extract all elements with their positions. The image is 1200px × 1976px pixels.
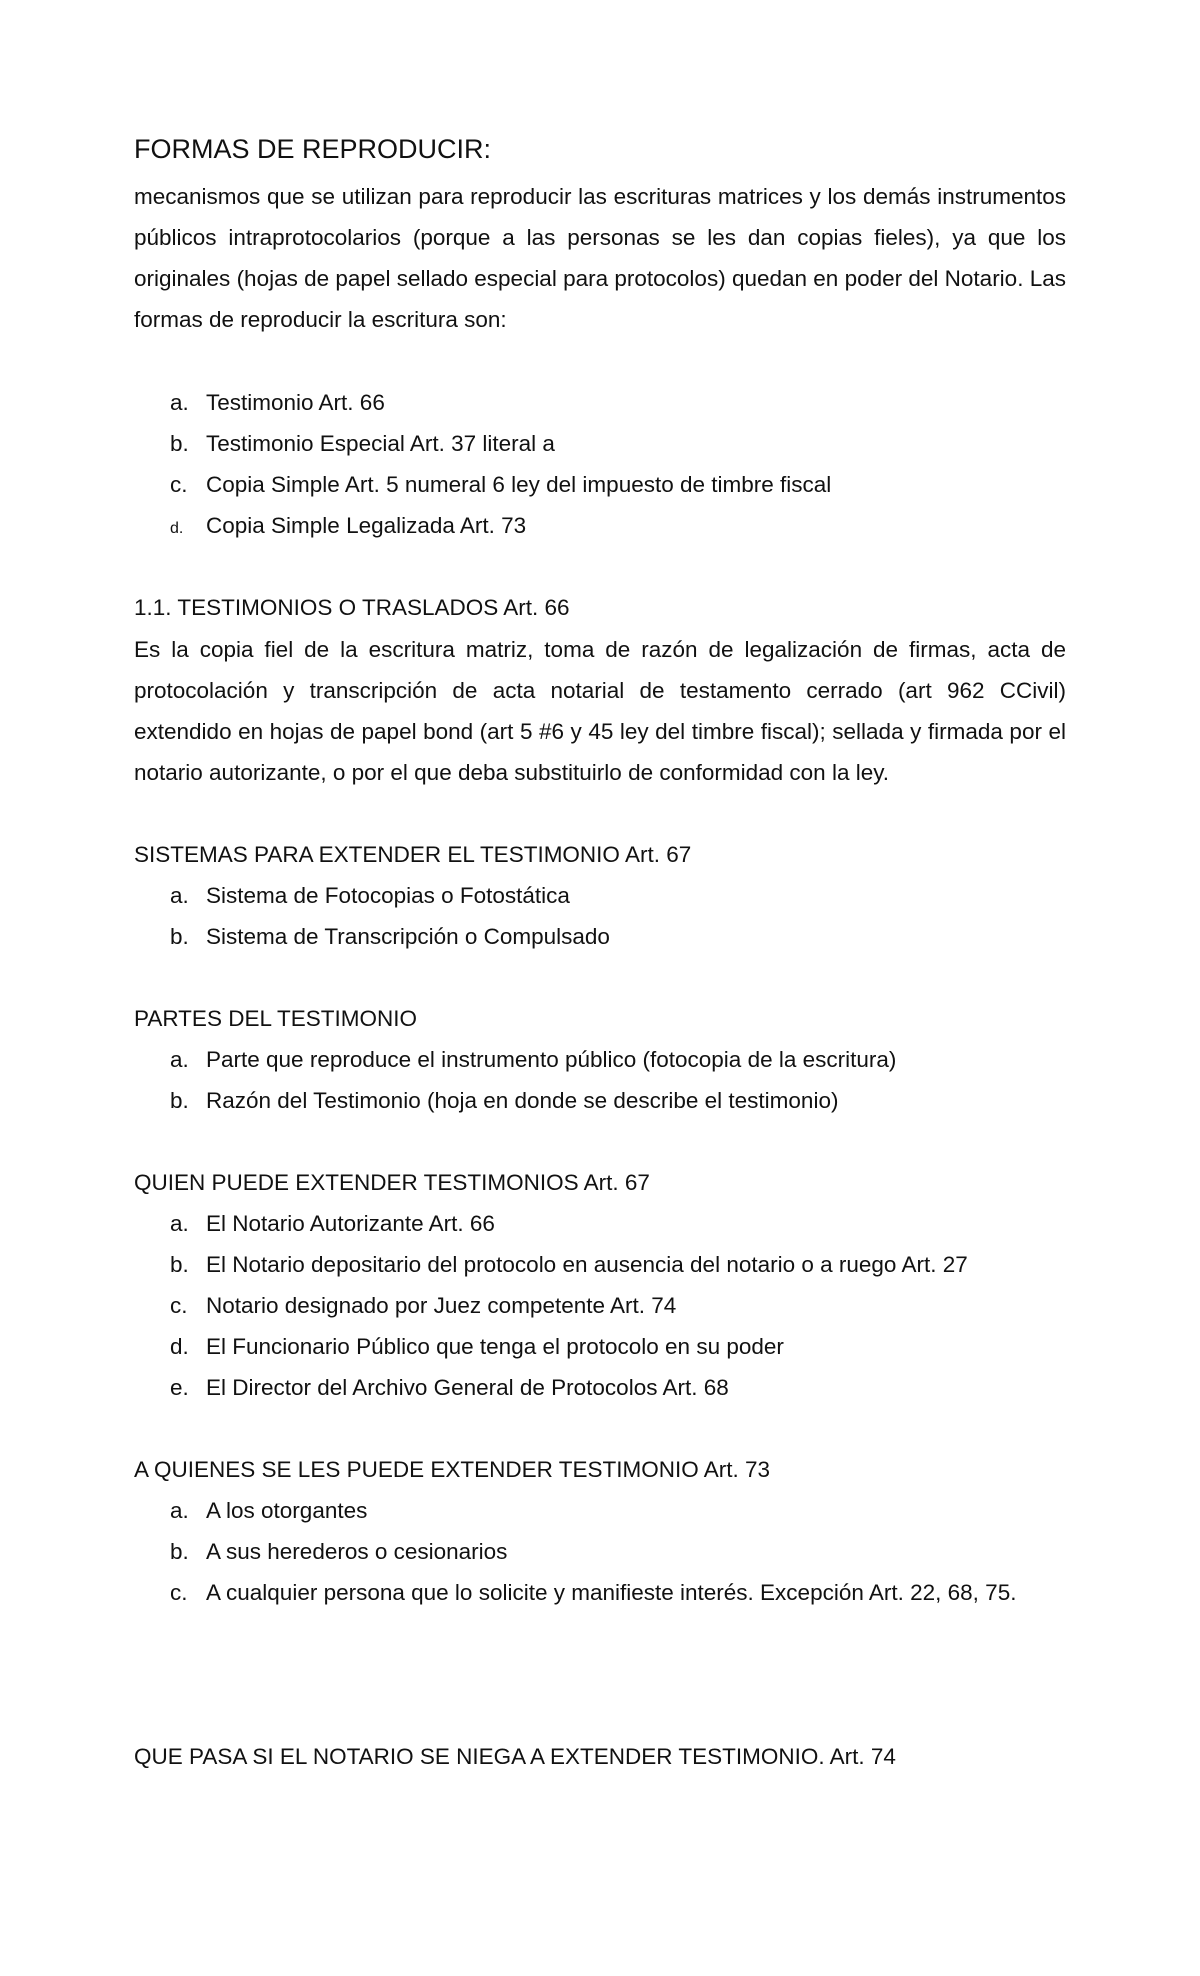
list-item-text: A sus herederos o cesionarios (206, 1539, 508, 1564)
list-marker: a. (170, 883, 189, 908)
list-marker: a. (170, 1047, 189, 1072)
intro-paragraph: mecanismos que se utilizan para reproducir las escrituras matrices y los demás instrumentos públicos intraprotocolarios (porque a las personas se les dan copias fieles), ya que los originales (hojas de papel sellado especial para protocolos) quedan en poder del Notario. Las formas de reproducir la escritura son: (134, 184, 1066, 332)
list-marker: e. (170, 1375, 189, 1400)
list-item-text: Copia Simple Art. 5 numeral 6 ley del impuesto de timbre fiscal (206, 472, 832, 497)
list-marker: b. (170, 1252, 189, 1277)
section-heading-quien: QUIEN PUEDE EXTENDER TESTIMONIOS Art. 67 (134, 1170, 650, 1195)
list-item (170, 1291, 676, 1321)
list-item (170, 1045, 896, 1075)
list-item (170, 1086, 838, 1116)
list-item (170, 922, 610, 952)
list-item-text: Copia Simple Legalizada Art. 73 (206, 513, 527, 538)
list-item (170, 511, 526, 544)
list-item (170, 1496, 367, 1526)
list-item-text: A cualquier persona que lo solicite y manifieste interés. Excepción Art. 22, 68, 75. (206, 1580, 1017, 1605)
testimonios-paragraph: Es la copia fiel de la escritura matriz, toma de razón de legalización de firmas, acta de protocolación y transcripción de acta notarial de testamento cerrado (art 962 CCivil) extendido en hojas de papel bond (art 5 #6 y 45 ley del timbre fiscal); sellada y firmada por el notario autorizante, o por el que deba substituirlo de conformidad con la ley. (134, 637, 1066, 785)
list-item-text: Sistema de Transcripción o Compulsado (206, 924, 610, 949)
list-item-text: El Director del Archivo General de Protocolos Art. 68 (206, 1375, 729, 1400)
section-heading-sistemas: SISTEMAS PARA EXTENDER EL TESTIMONIO Art. 67 (134, 842, 692, 867)
list-item-text: Testimonio Especial Art. 37 literal a (206, 431, 555, 456)
list-marker: b. (170, 1539, 189, 1564)
section-heading-niega: QUE PASA SI EL NOTARIO SE NIEGA A EXTENDER TESTIMONIO. Art. 74 (134, 1744, 896, 1769)
list-marker: d. (170, 1334, 189, 1359)
list-item (170, 1250, 968, 1280)
list-item (170, 429, 555, 459)
list-item (170, 1332, 784, 1362)
list-item (170, 470, 831, 500)
list-item-text: Parte que reproduce el instrumento público (fotocopia de la escritura) (206, 1047, 897, 1072)
list-item-text: Sistema de Fotocopias o Fotostática (206, 883, 570, 908)
section-heading-partes: PARTES DEL TESTIMONIO (134, 1006, 417, 1031)
list-item (170, 1209, 495, 1239)
list-marker: a. (170, 1211, 189, 1236)
list-marker: c. (170, 472, 188, 497)
list-item-text: Razón del Testimonio (hoja en donde se describe el testimonio) (206, 1088, 839, 1113)
list-item-text: A los otorgantes (206, 1498, 368, 1523)
list-marker: b. (170, 924, 189, 949)
list-marker: b. (170, 431, 189, 456)
list-marker: a. (170, 390, 189, 415)
list-marker: d. (170, 520, 184, 537)
list-item-text: El Notario Autorizante Art. 66 (206, 1211, 495, 1236)
section-heading-quienes: A QUIENES SE LES PUEDE EXTENDER TESTIMONIO Art. 73 (134, 1457, 771, 1482)
page-title: FORMAS DE REPRODUCIR: (134, 134, 492, 164)
list-item (170, 388, 385, 418)
list-item-text: Testimonio Art. 66 (206, 390, 385, 415)
list-item-text: Notario designado por Juez competente Art. 74 (206, 1293, 677, 1318)
list-marker: b. (170, 1088, 189, 1113)
list-item (170, 1537, 507, 1567)
list-item (170, 1578, 1016, 1608)
list-marker: a. (170, 1498, 189, 1523)
section-heading-testimonios: 1.1. TESTIMONIOS O TRASLADOS Art. 66 (134, 595, 570, 620)
list-item (170, 1373, 729, 1403)
list-marker: c. (170, 1293, 188, 1318)
list-item-text: El Funcionario Público que tenga el protocolo en su poder (206, 1334, 784, 1359)
list-item (170, 881, 570, 911)
list-item-text: El Notario depositario del protocolo en ausencia del notario o a ruego Art. 27 (206, 1252, 968, 1277)
list-marker: c. (170, 1580, 188, 1605)
